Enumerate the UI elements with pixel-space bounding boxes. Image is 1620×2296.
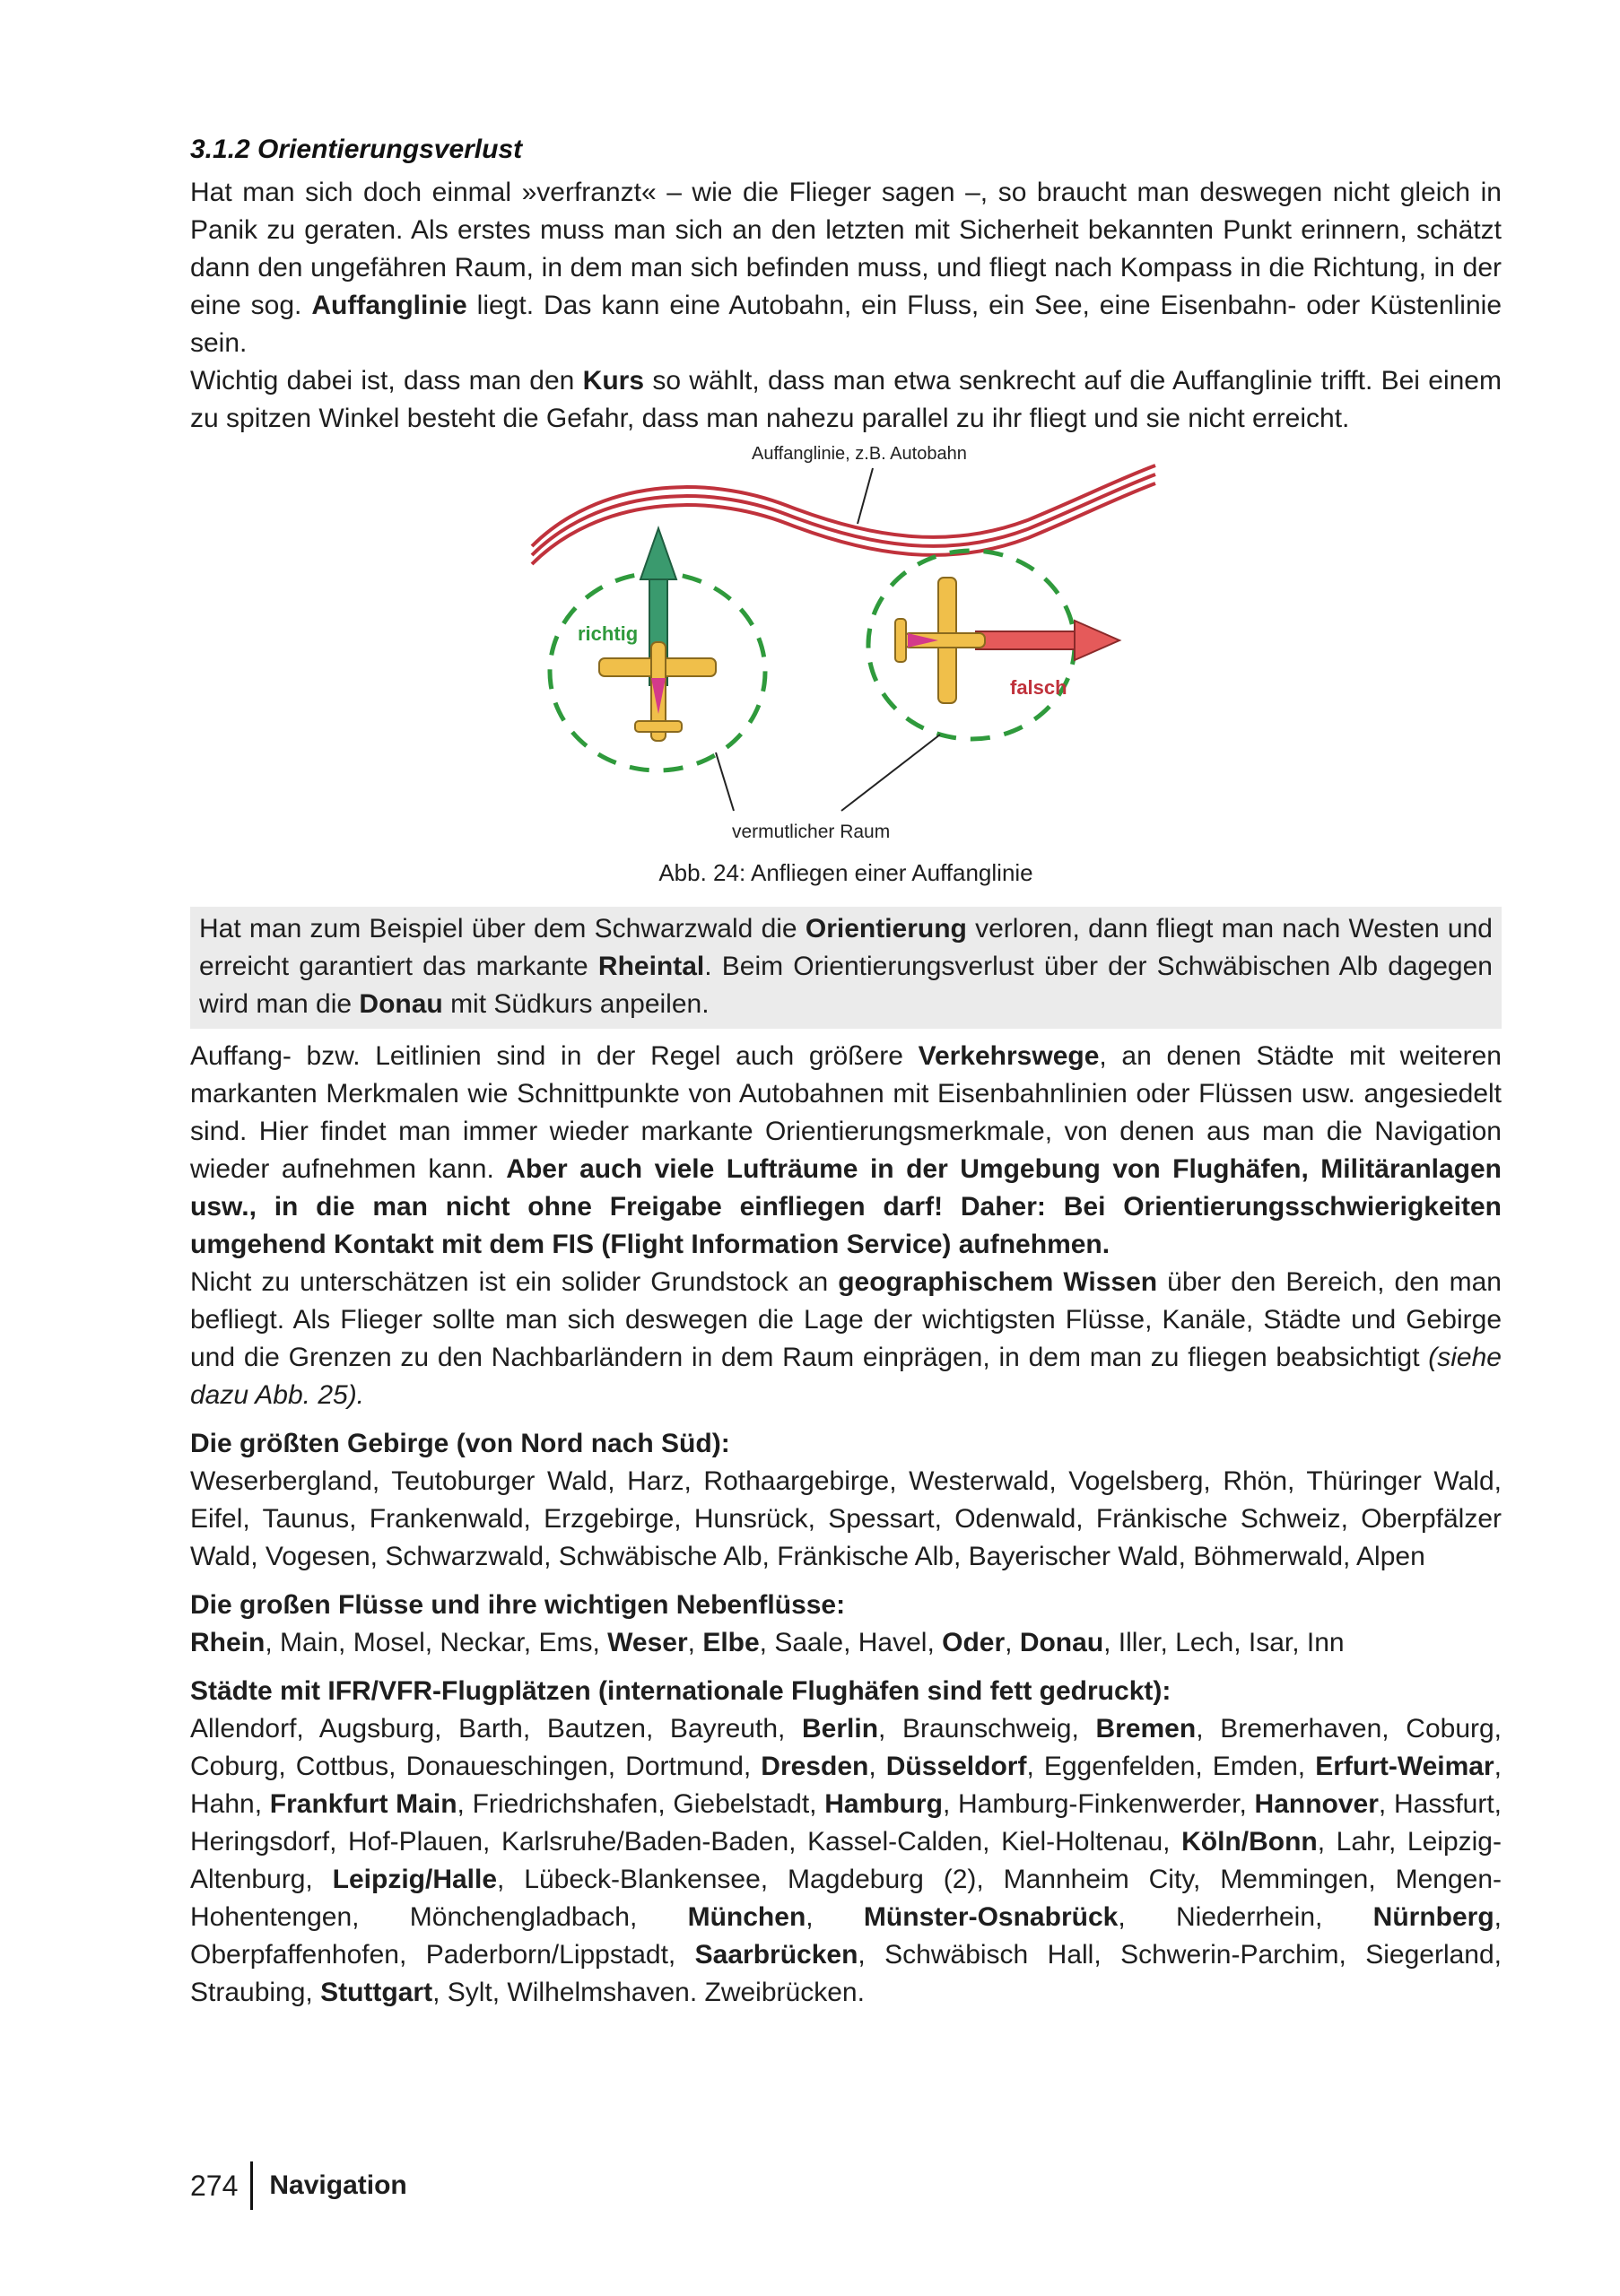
text-run: Nicht zu unterschätzen ist ein solider Grundstock an (190, 1267, 839, 1297)
text-run: , Schwäbisch Hall, Schwerin-Parchim, Siegerland, Straubing, (190, 1940, 1502, 2007)
plane-right-icon (895, 578, 985, 703)
text-run: Wichtig dabei ist, dass man den (190, 366, 583, 396)
mountains-title: Die größten Gebirge (von Nord nach Süd): (190, 1429, 730, 1458)
label-falsch: falsch (1010, 676, 1067, 699)
cities-list (190, 1710, 1502, 2012)
text-run: , Main, Mosel, Neckar, Ems, (265, 1628, 608, 1657)
text-run: , an denen Städte mit weiteren markanten Merkmalen wie Schnittpunkte von Autobahnen mit Eisenbahnlinien oder Flüssen usw. angesiedelt sind. Hier findet man immer wieder markante Orientierungsmerkmale, von denen aus man die Navigation wieder aufnehmen kann. (190, 1041, 1502, 1184)
bold-text: Kurs (582, 366, 645, 396)
italic-text: (siehe dazu Abb. 25). (190, 1343, 1502, 1410)
bold-text: Weser (607, 1628, 688, 1657)
bold-text: Donau (359, 989, 443, 1019)
text-run: Weserbergland, Teutoburger Wald, Harz, Rothaargebirge, Westerwald, Vogelsberg, Rhön, Thüringer Wald, Eifel, Taunus, Frankenwald, Erzgebirge, Hunsrück, Spessart, Odenwald, Fränkische Schweiz, Oberpfälzer Wald, Vogesen, Schwarzwald, Schwäbische Alb, Fränkische Alb, Bayerischer Wald, Böhmerwald, Alpen (190, 1466, 1502, 1571)
bold-text: Hamburg (824, 1789, 943, 1819)
text-run: , Sylt, Wilhelmshaven. Zweibrücken. (432, 1978, 865, 2007)
bold-text: Oder (942, 1628, 1006, 1657)
bold-text: Düsseldorf (885, 1752, 1027, 1781)
text-run: so wählt, dass man etwa senkrecht auf die Auffanglinie trifft. Bei einem zu spitzen Winkel besteht die Gefahr, dass man nahezu parallel zu ihr fliegt und sie nicht erreicht. (190, 366, 1502, 433)
bold-text: Saarbrücken (694, 1940, 858, 1970)
text-run: , Bremerhaven, Coburg, Coburg, Cottbus, Donaueschingen, Dortmund, (190, 1714, 1502, 1781)
bold-text: Nürnberg (1372, 1902, 1494, 1932)
road-line (532, 465, 1155, 564)
label-area-leader-left (716, 752, 734, 811)
bold-text: Dresden (761, 1752, 869, 1781)
text-run: , Friedrichshafen, Giebelstadt, (457, 1789, 825, 1819)
bold-text: Aber auch viele Lufträume in der Umgebung von Flughäfen, Militäranlagen usw., in die man nicht ohne Freigabe einfliegen darf! Daher: Bei Orientierungsschwierigkeiten umgehend Kontakt mit dem FIS (Flight Information Service) aufnehmen. (190, 1154, 1502, 1259)
bold-text: Hannover (1254, 1789, 1379, 1819)
text-run: , Iller, Lech, Isar, Inn (1103, 1628, 1345, 1657)
paragraph-2 (190, 362, 1502, 438)
plane-left-icon (599, 642, 716, 741)
text-run: liegt. Das kann eine Autobahn, ein Fluss, ein See, eine Eisenbahn- oder Küstenlinie sein. (190, 291, 1502, 358)
bold-text: Rhein (190, 1628, 266, 1657)
text-run: , (806, 1902, 864, 1932)
page-footer (190, 2161, 407, 2210)
mountains-list (190, 1463, 1502, 1576)
bold-text: Orientierung (805, 914, 967, 944)
bold-text: Elbe (702, 1628, 760, 1657)
paragraph-3 (190, 1038, 1502, 1264)
figure-auffanglinie (190, 443, 1502, 856)
text-run: , Braunschweig, (878, 1714, 1096, 1744)
page-number: 274 (190, 2169, 239, 2202)
bold-text: Verkehrswege (918, 1041, 1100, 1071)
text-run: , (1005, 1628, 1020, 1657)
example-box-text (199, 910, 1493, 1023)
text-run: , Saale, Havel, (759, 1628, 943, 1657)
bold-text: Bremen (1095, 1714, 1197, 1744)
text-run: Allendorf, Augsburg, Barth, Bautzen, Bayreuth, (190, 1714, 803, 1744)
text-run: , Lübeck-Blankensee, Magdeburg (2), Mannheim City, Memmingen, Mengen-Hohentengen, Mönchengladbach, (190, 1865, 1502, 1932)
cities-title: Städte mit IFR/VFR-Flugplätzen (internationale Flughäfen sind fett gedruckt): (190, 1676, 1171, 1706)
text-run: , Lahr, Leipzig-Altenburg, (190, 1827, 1502, 1894)
text-run: , Hassfurt, Heringsdorf, Hof-Plauen, Karlsruhe/Baden-Baden, Kassel-Calden, Kiel-Holtenau, (190, 1789, 1502, 1857)
paragraph-1 (190, 174, 1502, 362)
arrow-wrong-direction-icon (976, 621, 1119, 660)
text-run: Auffang- bzw. Leitlinien sind in der Regel auch größere (190, 1041, 919, 1071)
footer-section: Navigation (269, 2170, 407, 2200)
bold-text: Donau (1019, 1628, 1104, 1657)
label-vermutlicher-raum: vermutlicher Raum (732, 822, 891, 842)
bold-text: Auffanglinie (311, 291, 467, 320)
footer-divider (250, 2161, 253, 2210)
page-content (190, 135, 1502, 2012)
text-run: Hat man sich doch einmal »verfranzt« – wie die Flieger sagen –, so braucht man deswegen nicht gleich in Panik zu geraten. Als erstes muss man sich an den letzten mit Sicherheit bekannten Punkt erinnern, schätzt dann den ungefähren Raum, in dem man sich befinden muss, und fliegt nach Kompass in die Richtung, in der eine sog. (190, 178, 1502, 320)
label-auffanglinie-leader (858, 468, 873, 524)
text-run: , Hahn, (190, 1752, 1502, 1819)
text-run: über den Bereich, den man befliegt. Als Flieger sollte man sich deswegen die Lage der wichtigsten Flüsse, Kanäle, Städte und Gebirge und die Grenzen zu den Nachbarländern in dem Raum einprägen, in dem man zu fliegen beabsichtigt (190, 1267, 1502, 1372)
text-run: Hat man zum Beispiel über dem Schwarzwald die (199, 914, 806, 944)
text-run: , Oberpfaffenhofen, Paderborn/Lippstadt, (190, 1902, 1502, 1970)
figure-caption: Abb. 24: Anfliegen einer Auffanglinie (658, 859, 1033, 886)
section-title: 3.1.2 Orientierungsverlust (190, 135, 523, 164)
bold-text: Köln/Bonn (1181, 1827, 1318, 1857)
label-auffanglinie: Auffanglinie, z.B. Autobahn (752, 444, 967, 464)
bold-text: geographischem Wissen (838, 1267, 1158, 1297)
paragraph-4 (190, 1264, 1502, 1414)
label-richtig: richtig (578, 622, 639, 645)
text-run: , (868, 1752, 886, 1781)
text-run: verloren, dann fliegt man nach Westen und erreicht garantiert das markante (199, 914, 1493, 981)
text-run: , Eggenfelden, Emden, (1026, 1752, 1316, 1781)
figure-svg (527, 443, 1173, 847)
text-run: , (687, 1628, 703, 1657)
bold-text: München (687, 1902, 806, 1932)
rivers-list (190, 1624, 1502, 1662)
text-run: , Niederrhein, (1118, 1902, 1373, 1932)
bold-text: Berlin (802, 1714, 879, 1744)
text-run: , Hamburg-Finkenwerder, (942, 1789, 1255, 1819)
bold-text: Rheintal (597, 952, 705, 981)
example-box (190, 907, 1502, 1029)
bold-text: Frankfurt Main (269, 1789, 457, 1819)
text-run: mit Südkurs anpeilen. (442, 989, 710, 1019)
bold-text: Erfurt-Weimar (1315, 1752, 1494, 1781)
bold-text: Münster-Osnabrück (863, 1902, 1119, 1932)
bold-text: Stuttgart (320, 1978, 433, 2007)
text-run: . Beim Orientierungsverlust über der Schwäbischen Alb dagegen wird man die (199, 952, 1493, 1019)
label-area-leader-right (841, 735, 940, 811)
rivers-title: Die großen Flüsse und ihre wichtigen Nebenflüsse: (190, 1590, 846, 1620)
bold-text: Leipzig/Halle (332, 1865, 498, 1894)
